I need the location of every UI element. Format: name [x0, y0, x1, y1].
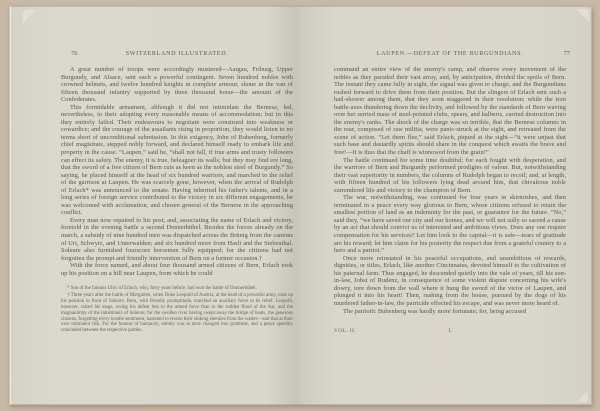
- paragraph: Once more reinstated in his peaceful occupations, and unambitious of rewards, dignities, or titles, Erlach, like another Cincinnatus, devoted himself to the cultivation of his paternal farm. Thus engaged, he descended quietly into the vale of years, till his son-in-law, Jobst of Rudenz, in consequence of some violent dispute concerning his wife's dowry, tore down from the wall where it hung the sword of the victor of Laupen, and plunged it into his heart! Then, rushing from the house, pursued by the dogs of his murdered father-in-law, the parricide effected his escape, and was never more heard of.: [334, 254, 566, 307]
- book-scan: [9, 6, 592, 405]
- right-page-footer: [334, 328, 566, 338]
- left-page: [9, 6, 300, 405]
- left-running-header: SWITZERLAND ILLUSTRATED.: [125, 50, 229, 57]
- paragraph: The patriotic Bubenberg was hardly more fortunate; for, being accused: [343, 307, 527, 315]
- left-footnotes: [61, 286, 293, 335]
- footnote: * Son of the famous Ulric of Erlach, who, forty years before, had won the battle of Donnerbühel.: [67, 286, 257, 291]
- paragraph: The battle continued for some time doubtful; for each fought with desperation, and the warriors of Bern and Burgundy performed prodigies of valour. But, notwithstanding their vast superiority in numbers, the columns of Rudolph began to recoil; and, at length, with fifteen hundred of his followers lying dead around him, that chivalrous noble surrendered life and victory to the champion of Bern.: [334, 156, 566, 194]
- paragraph: With the force named, and about four thousand armed citizens of Bern, Erlach took up his position on a hill near Laupen, from which he could: [61, 262, 293, 277]
- paragraph: command an entire view of the enemy's camp, and observe every movement of the nobles as they paraded their vast array, and, by anticipation, divided the spoils of Bern. The instant they came fully in sight, the signal was given to charge, and the Burgundians rushed forward to drive them from their position. But the slingers of Erlach sent such a hail-shower among them, that they soon staggered in their resolution; while the iron battle-axes thundering down the declivity, and followed by the standards of Bern waving over her serried mass of steel-pointed clubs, spears, and halberts, carried destruction into the enemy's ranks. The shock of the charge was so terrible, that the Bernese columns in the rear, composed of raw militia, were panic-struck at the sight, and retreated from the scene of action. “Let them flee,” said Erlach, piqued at the sight—“it were unjust that such base and dastardly spirits should share in the conquest which awaits the brave and free!—It is thus that the chaff is winnowed from the grain!”: [334, 66, 566, 157]
- paragraph: The war, notwithstanding, was continued for four years in skirmishes, and then terminated in a peace every way glorious to Bern, whose citizens refused to retain the smallest portion of land as an indemnity for the past, or guarantee for the future. “No,” said they, “we have saved our city and our homes, and we will not sully so sacred a cause by an act that should convict us of interested and ambitious views. Does any one require compensation for his services? Let him look to the capital—it is safe—tears of gratitude are his reward; let him claim for his posterity the respect due from a grateful country to a hero and a patriot.”: [334, 194, 566, 255]
- volume-label: VOL. II.: [334, 328, 356, 334]
- left-body-text: [61, 66, 293, 277]
- paragraph: A great number of troops were accordingly mustered—Aargau, Friburg, Upper Burgundy, and Alsace, sent each a powerful contingent. Seven hundred nobles with crowned helmets, and twelve hundred knights in complete armour, shone in the van of fifteen thousand infantry supported by three thousand horse—the amount of the Confederates.: [61, 66, 293, 104]
- footnote: † Three years after the battle of Morgarten, when Duke Leopold of Austria, at the head of a powerful army, took up his position in front of Soleure, Bern, with friendly promptitude, marched an auxiliary force to its relief. Leopold, however, raised his siege, owing his defeat less to the armed force than to the sudden flood of the Aar, and the magnanimity of the inhabitants of Soleure; for the swollen river having swept away the bridge of boats, the generous citizens, forgetting every hostile sentiment, hastened to rescue their sinking enemies from the waters—and that at their own imminent risk. For the honour of humanity, enmity was at once changed into gratitude, and a peace speedily concluded between the respective parties.: [61, 292, 293, 334]
- paragraph: This formidable armament, although it did not intimidate the Bernese, led, nevertheless, to their adopting every reasonable means of accommodation; but in this they entirely failed. Their endeavours to negotiate were construed into weakness or cowardice; and the courage of the assailants rising in proportion, they would listen to no terms short of unconditional submission. In this exigency, John of Bubenberg, formerly chief magistrate, stepped nobly forward, and declared himself ready to embark life and property in the cause. “Laupen,” said he, “shall not fall, if true arms and trusty followers can effect its safety. The enemy, it is true, beleaguer its walls; but they may find ere long, that the sword of a free citizen of Bern cuts as keen as the noblest steel of Burgundy.” So saying, he placed himself at the head of six hundred warriors, and marched to the relief of the garrison at Laupen. He was scarcely gone, however, when the arrival of Rudolph of Erlach* was announced to the senate. Having inherited his father's talents, and in a long series of foreign service contributed to the victory in six different engagements, he was welcomed with acclamation, and chosen general of the Bernese in the approaching conflict.: [61, 103, 293, 217]
- signature-mark: L: [448, 328, 452, 334]
- right-page-number: 77: [563, 50, 570, 57]
- right-page: [300, 6, 592, 405]
- left-page-number: 76: [71, 50, 78, 57]
- paragraph: Every man now repaired to his post; and, associating the name of Erlach and victory, foretold in the evening battle a second Donnerbühel. Besides the forces already on the march, a subsidy of nine hundred men was dispatched across the Brünig from the cantons of Uri, Schwytz, and Unterwalden; and six hundred more from Hasli and the Siebenthal. Soleure also furnished fourscore horsemen fully equipped; for the citizens had not forgotten the prompt and friendly intervention of Bern on a former occasion.†: [61, 216, 293, 262]
- right-running-header: LAUPEN.—DEFEAT OF THE BURGUNDIANS.: [376, 50, 524, 57]
- right-body-text: [334, 66, 566, 315]
